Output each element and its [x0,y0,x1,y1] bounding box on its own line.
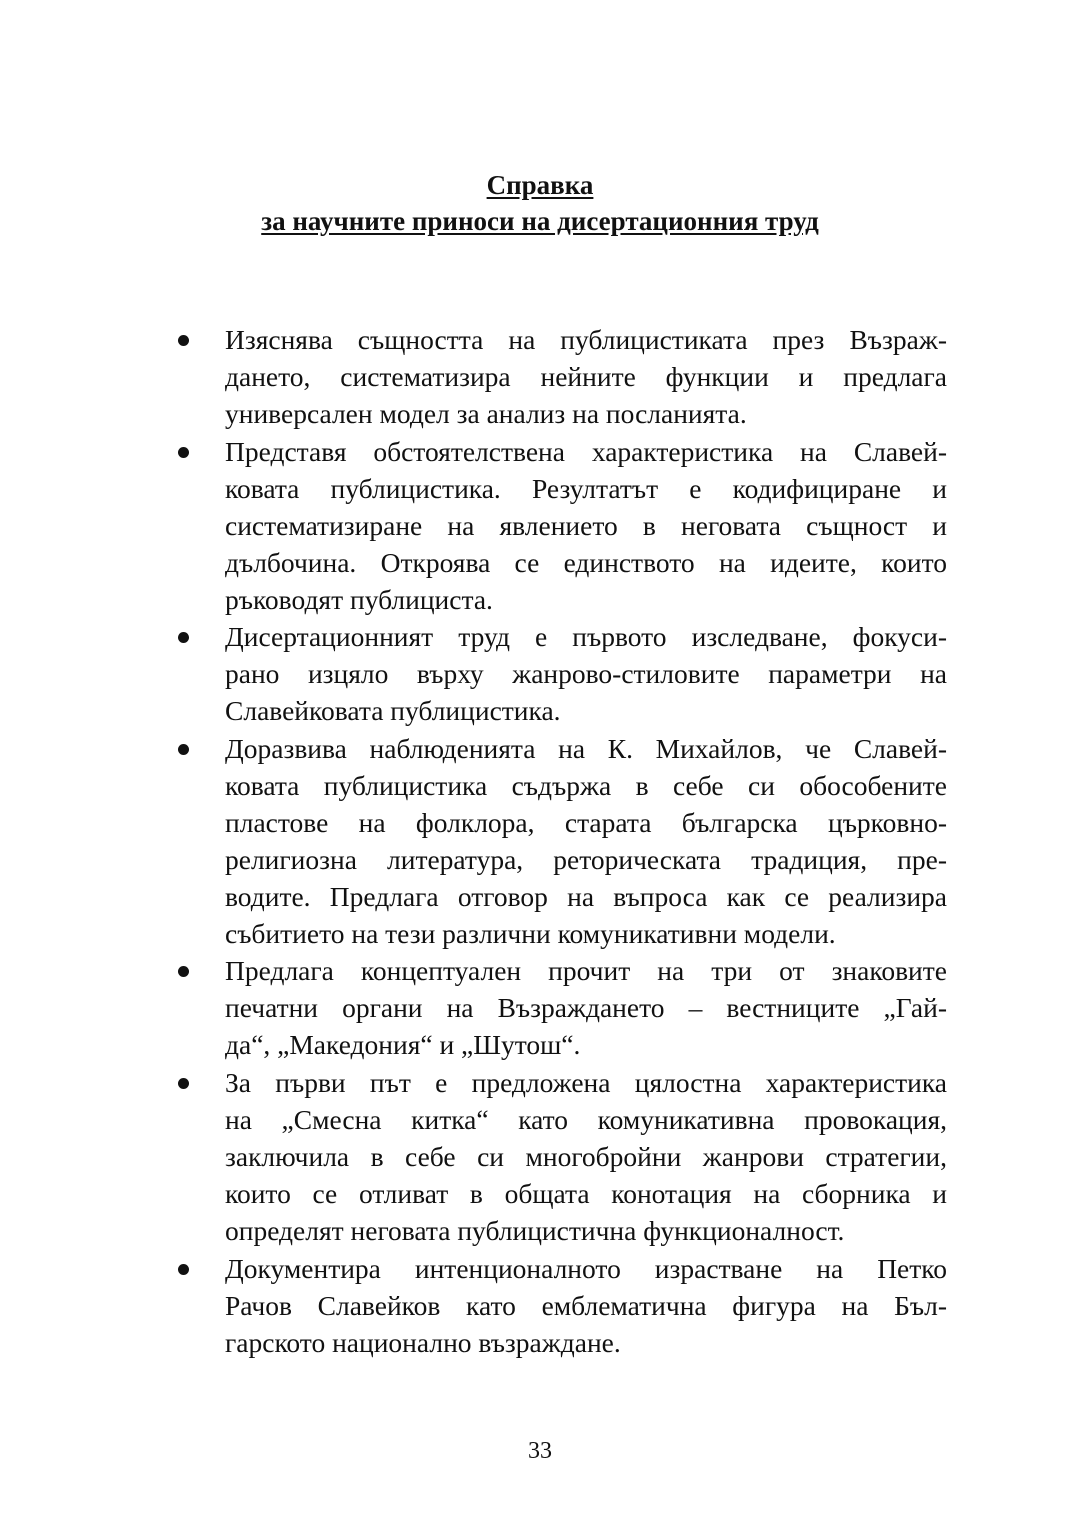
text-line: Доразвива наблюденията на К. Михайлов, че Славей- [225,732,947,764]
text-line: систематизиране на явлението в неговата същност и [225,509,947,541]
text-line: водите. Предлага отговор на въпроса как се реализира [225,880,947,912]
list-item [170,952,950,1063]
text-line: За първи път е предложена цялостна характеристика [225,1066,947,1098]
text-line: Славейковата публицистика. [225,695,561,727]
list-item [170,730,950,952]
bullet-icon [178,632,189,643]
page-subtitle: за научните приноси на дисертационния труд [261,206,819,236]
text-line: Изяснява същността на публицистиката през Възраж- [225,324,947,355]
bullet-icon [178,335,189,346]
bullet-icon [178,966,189,977]
text-line: заключила в себе си многобройни жанрови стратегии, [225,1140,947,1172]
text-line: ръководят публициста. [225,583,493,615]
text-line: да“, „Македония“ и „Шутош“. [225,1029,581,1061]
text-line: печатни органи на Възраждането – вестниците „Гай- [225,992,947,1024]
bullet-icon [178,447,189,458]
text-line: Рачов Славейков като емблематична фигура на Бъл- [225,1289,947,1321]
text-line: дането, систематизира нейните функции и предлага [225,361,947,392]
page-number: 33 [528,1438,552,1464]
text-line: универсален модел за анализ на посланията. [225,398,747,429]
text-line: гарското национално възраждане. [225,1326,621,1358]
page-title: Справка [486,170,594,200]
text-line: ковата публицистика съдържа в себе си обособените [225,769,947,801]
bullet-icon [178,1264,189,1275]
text-line: пластове на фолклора, старата българска църковно- [225,806,947,838]
text-line: събитието на тези различни комуникативни модели. [225,917,836,949]
list-item [170,433,950,618]
text-line: които се отливат в общата конотация на сборника и [225,1177,947,1209]
bullet-icon [178,744,189,755]
text-line: ковата публицистика. Резултатът е кодифициране и [225,472,947,504]
text-line: дълбочина. Откроява се единството на идеите, които [225,546,947,578]
list-item [170,321,950,432]
list-item [170,1250,950,1361]
text-line: Предлага концептуален прочит на три от знаковите [225,955,947,987]
text-line: рано изцяло върху жанрово-стиловите параметри на [225,658,947,690]
list-item [170,618,950,729]
list-item [170,1064,950,1249]
text-line: на „Смесна китка“ като комуникативна провокация, [225,1103,947,1135]
text-line: Документира интенционалното израстване на Петко [225,1252,947,1284]
text-line: Дисертационният труд е първото изследване, фокуси- [225,621,947,653]
bullet-icon [178,1078,189,1089]
text-line: определят неговата публицистична функционалност. [225,1214,845,1246]
text-line: Представя обстоятелствена характеристика на Славей- [225,435,947,467]
text-line: религиозна литература, реторическата традиция, пре- [225,843,947,875]
contributions-list [170,321,950,1361]
